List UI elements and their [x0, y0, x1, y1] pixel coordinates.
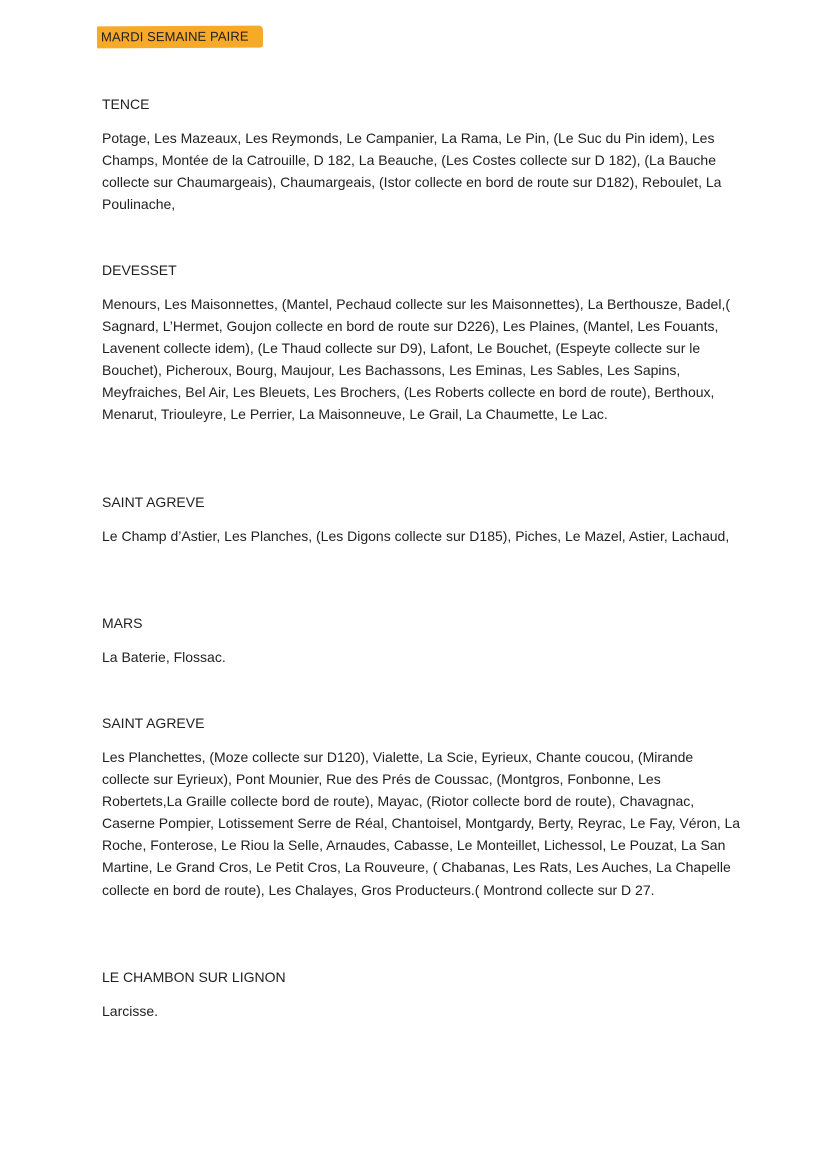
section-devesset	[102, 261, 742, 426]
section-body: Les Planchettes, (Moze collecte sur D120), Vialette, La Scie, Eyrieux, Chante coucou, (Mirande collecte sur Eyrieux), Pont Mounier, Rue des Prés de Coussac, (Montgros, Fonbonne, Les Robertets,La Graille collecte bord de route), Mayac, (Riotor collecte bord de route), Chavagnac, Caserne Pompier, Lotissement Serre de Réal, Chantoisel, Montgardy, Berty, Reyrac, Le Fay, Véron, La Roche, Fonterose, Le Riou la Selle, Arnaudes, Cabasse, Le Monteillet, Lichessol, Le Pouzat, La San Martine, Le Grand Cros, Le Petit Cros, La Rouveure, ( Chabanas, Les Rats, Les Auches, La Chapelle collecte en bord de route), Les Chalayes, Gros Producteurs.( Montrond collecte sur D 27.	[102, 749, 741, 898]
section-mars	[102, 614, 742, 668]
section-body: Menours, Les Maisonnettes, (Mantel, Pechaud collecte sur les Maisonnettes), La Berthousze, Badel,( Sagnard, L’Hermet, Goujon collecte en bord de route sur D226), Les Plaines, (Mantel, Les Fouants, Lavenent collecte idem), (Le Thaud collecte sur D9), Lafont, Le Bouchet, (Espeyte collecte sur le Bouchet), Picheroux, Bourg, Maujour, Les Bachassons, Les Eminas, Les Sables, Les Sapins, Meyfraiches, Bel Air, Les Bleuets, Les Brochers, (Les Roberts collecte en bord de route), Berthoux, Menarut, Triouleyre, Le Perrier, La Maisonneuve, Le Grail, La Chaumette, Le Lac.	[102, 296, 730, 423]
section-tence	[102, 95, 742, 215]
section-body: Potage, Les Mazeaux, Les Reymonds, Le Campanier, La Rama, Le Pin, (Le Suc du Pin idem), Les Champs, Montée de la Catrouille, D 182, La Beauche, (Les Costes collecte sur D 182), (La Bauche collecte sur Chaumargeais), Chaumargeais, (Istor collecte en bord de route sur D182), Reboulet, La Poulinache,	[102, 130, 722, 213]
section-title: DEVESSET	[102, 262, 177, 278]
section-title: SAINT AGREVE	[102, 715, 205, 731]
section-saint-agreve-2	[102, 714, 742, 901]
section-title: SAINT AGREVE	[102, 494, 205, 510]
section-title: TENCE	[102, 96, 150, 112]
section-body: Larcisse.	[102, 1003, 159, 1019]
day-highlight-tag: MARDI SEMAINE PAIRE	[97, 26, 263, 49]
section-body: La Baterie, Flossac.	[102, 649, 226, 665]
section-title: LE CHAMBON SUR LIGNON	[102, 969, 286, 985]
section-title: MARS	[102, 615, 143, 631]
section-saint-agreve-1	[102, 493, 742, 547]
section-le-chambon-sur-lignon	[102, 968, 742, 1022]
section-body: Le Champ d’Astier, Les Planches, (Les Digons collecte sur D185), Piches, Le Mazel, Astier, Lachaud,	[102, 528, 730, 544]
